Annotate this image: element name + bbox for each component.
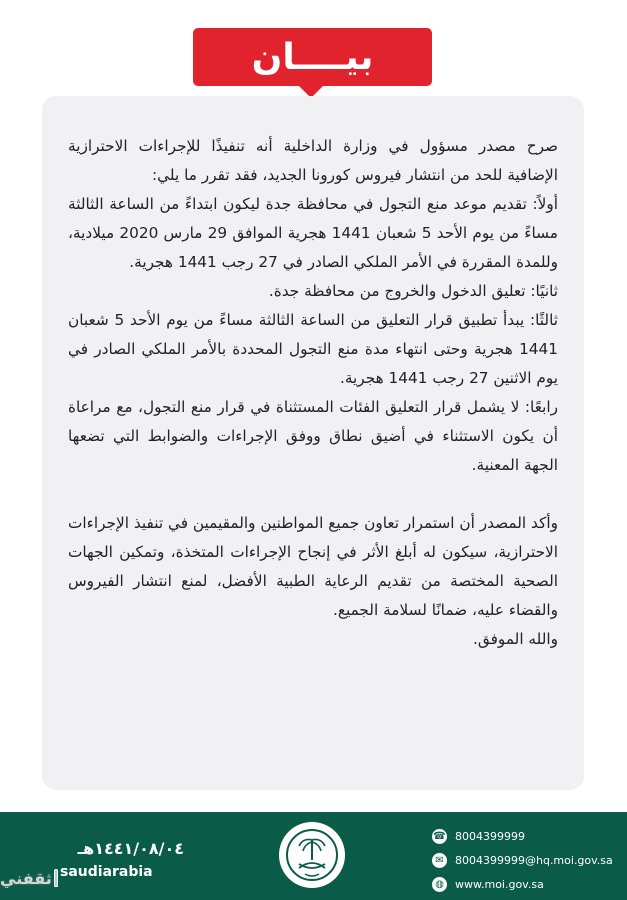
paragraph-gap — [68, 480, 558, 509]
watermark-text: ثقفني — [0, 868, 52, 888]
statement-card — [42, 96, 584, 790]
social-handle[interactable]: saudiarabia — [60, 864, 153, 880]
item-first: أولاً: تقديم موعد منع التجول في محافظة جدة ليكون ابتداءً من الساعة الثالثة مساءً من يوم الأحد 5 شعبان 1441 هجرية الموافق 29 مارس 2020 ميلادية، وللمدة المقررة في الأمر الملكي الصادر في 27 رجب 1441 هجرية. — [68, 195, 559, 271]
website-row[interactable] — [432, 874, 544, 894]
footer-bar — [0, 812, 627, 900]
phone-row[interactable] — [432, 826, 525, 846]
ministry-emblem — [279, 822, 345, 888]
phone-icon: ☎ — [433, 830, 446, 842]
banner-title: بيــــان — [251, 36, 374, 78]
email-row[interactable] — [432, 850, 613, 870]
item-fourth: رابعًا: لا يشمل قرار التعليق الفئات المستثناة في قرار منع التجول، مع مراعاة أن يكون الاستثناء في أضيق نطاق ووفق الإجراءات والضوابط التي تضعها الجهة المعنية. — [68, 398, 558, 474]
website-link: www.moi.gov.sa — [455, 877, 544, 891]
statement-text — [68, 132, 558, 654]
closing-line: والله الموفق. — [472, 630, 558, 648]
globe-icon: ◍ — [432, 877, 447, 892]
site-watermark — [0, 860, 58, 896]
intro-paragraph: صرح مصدر مسؤول في وزارة الداخلية أنه تنفيذًا للإجراءات الاحترازية الإضافية للحد من انتشار فيروس كورونا الجديد، فقد تقرر ما يلي: — [68, 137, 558, 184]
statement-banner — [193, 28, 432, 86]
palm-swords-emblem-icon — [285, 828, 339, 882]
item-third: ثالثًا: يبدأ تطبيق قرار التعليق من الساعة الثالثة مساءً من يوم الأحد 5 شعبان 1441 هجرية وحتى انتهاء مدة منع التجول المحددة بالأمر الملكي الصادر في يوم الاثنين 27 رجب 1441 هجرية. — [68, 311, 558, 387]
email-icon: ✉ — [432, 853, 447, 868]
statement-date: ١٤٤١/٠٨/٠٤هـ — [77, 839, 184, 858]
lightbulb-icon — [54, 869, 58, 887]
phone-number: 8004399999 — [455, 829, 525, 843]
item-second: ثانيًا: تعليق الدخول والخروج من محافظة جدة. — [268, 282, 558, 300]
email-address: 8004399999@hq.moi.gov.sa — [455, 853, 613, 867]
closing-paragraph: وأكد المصدر أن استمرار تعاون جميع المواطنين والمقيمين في تنفيذ الإجراءات الاحترازية، سيكون له أبلغ الأثر في إنجاح الإجراءات المتخذة، وتمكين الجهات الصحية المختصة من تقديم الرعاية الطبية الأفضل، لمنع انتشار الفيروس والقضاء عليه، ضمانًا لسلامة الجميع. — [68, 514, 558, 619]
